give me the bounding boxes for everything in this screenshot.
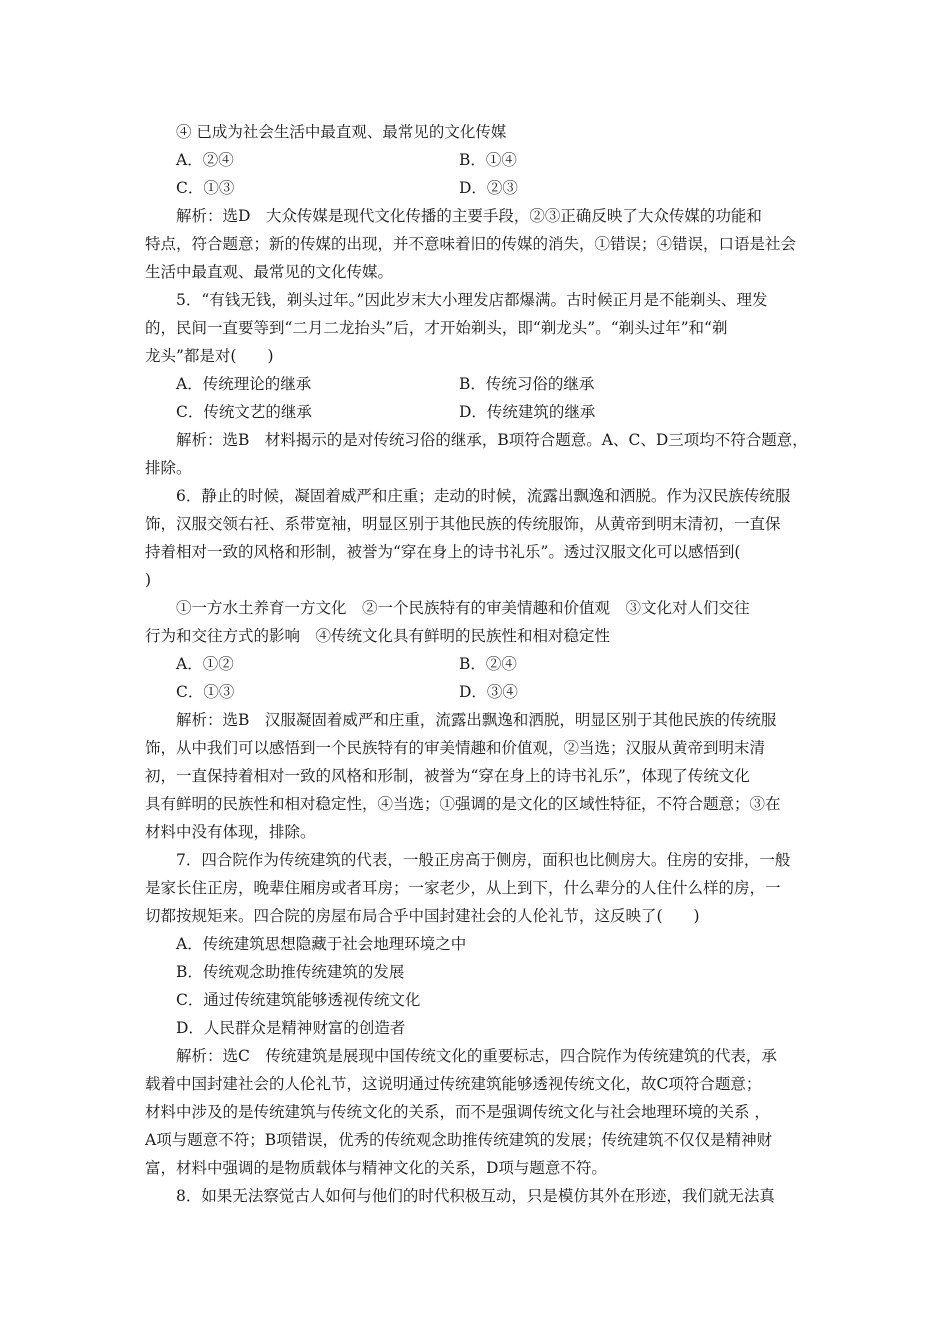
q6-items-line: 行为和交往方式的影响 ④传统文化具有鲜明的民族性和相对稳定性 xyxy=(145,627,611,645)
q5-stem-line: 龙头”都是对( ) xyxy=(145,347,274,365)
q4-analysis-line: 特点，符合题意；新的传媒的出现，并不意味着旧的传媒的消失，①错误；④错误，口语是社会 xyxy=(145,235,797,253)
q5-stem-line: 的，民间一直要等到“二月二龙抬头”后，才开始剃头，即“剃龙头”。“剃头过年”和“剃 xyxy=(145,319,728,337)
q5-stem-line: 5．“有钱无钱，剃头过年。”因此岁末大小理发店都爆满。古时候正月是不能剃头、理发 xyxy=(176,291,768,309)
q6-stem-line: 饰，汉服交领右衽、系带宽袖，明显区别于其他民族的传统服饰，从黄帝到明末清初，一直保 xyxy=(145,515,781,533)
q7-analysis-line: A项与题意不符；B项错误，优秀的传统观念助推传统建筑的发展；传统建筑不仅仅是精神财 xyxy=(145,1131,773,1149)
q4-option-c: C．①③ xyxy=(176,179,235,197)
q5-option-a: A．传统理论的继承 xyxy=(176,375,312,393)
q4-option-d: D．②③ xyxy=(459,179,518,197)
q6-analysis-line: 饰，从中我们可以感悟到一个民族特有的审美情趣和价值观，②当选；汉服从黄帝到明末清 xyxy=(145,739,766,757)
q7-analysis-line: 富，材料中强调的是物质载体与精神文化的关系，D项与题意不符。 xyxy=(145,1159,607,1177)
q6-analysis-line: 具有鲜明的民族性和相对稳定性，④当选；①强调的是文化的区域性特征，不符合题意；③在 xyxy=(145,795,781,813)
q6-analysis-line: 初，一直保持着相对一致的风格和形制，被誉为“穿在身上的诗书礼乐”，体现了传统文化 xyxy=(145,767,750,785)
q4-analysis-line: 生活中最直观、最常见的文化传媒。 xyxy=(145,263,394,281)
q7-analysis-line: 载着中国封建社会的人伦礼节，这说明通过传统建筑能够透视传统文化，故C项符合题意； xyxy=(145,1075,762,1093)
q4-item-4: ④ 已成为社会生活中最直观、最常见的文化传媒 xyxy=(176,123,507,141)
q7-analysis-line: 材料中涉及的是传统建筑与传统文化的关系，而不是强调传统文化与社会地理环境的关系 ， xyxy=(145,1103,770,1121)
q5-option-c: C．传统文艺的继承 xyxy=(176,403,312,421)
q5-analysis-line: 解析：选B 材料揭示的是对传统习俗的继承，B项符合题意。A、C、D三项均不符合题意， xyxy=(176,431,808,449)
q7-stem-line: 切都按规矩来。四合院的房屋布局合乎中国封建社会的人伦礼节，这反映了( ) xyxy=(145,907,700,925)
q7-stem-line: 7．四合院作为传统建筑的代表，一般正房高于侧房，面积也比侧房大。住房的安排，一般 xyxy=(176,851,791,869)
q7-option-a: A．传统建筑思想隐藏于社会地理环境之中 xyxy=(176,935,467,953)
q6-option-a: A．①② xyxy=(176,655,234,673)
q7-option-c: C．通过传统建筑能够透视传统文化 xyxy=(176,991,421,1009)
q6-option-b: B．②④ xyxy=(459,655,517,673)
q6-stem-line: 6．静止的时候，凝固着威严和庄重；走动的时候，流露出飘逸和洒脱。作为汉民族传统服 xyxy=(176,487,791,505)
q6-option-d: D．③④ xyxy=(459,683,518,701)
q4-analysis-line: 解析：选D 大众传媒是现代文化传播的主要手段，②③正确反映了大众传媒的功能和 xyxy=(176,207,762,225)
q7-option-d: D．人民群众是精神财富的创造者 xyxy=(176,1019,406,1037)
q7-option-b: B．传统观念助推传统建筑的发展 xyxy=(176,963,405,981)
q6-option-c: C．①③ xyxy=(176,683,235,701)
q5-analysis-line: 排除。 xyxy=(145,459,192,477)
q4-option-a: A．②④ xyxy=(176,151,234,169)
q6-items-line: ①一方水土养育一方文化 ②一个民族特有的审美情趣和价值观 ③文化对人们交往 xyxy=(176,599,750,617)
q5-option-d: D．传统建筑的继承 xyxy=(459,403,596,421)
q6-analysis-line: 解析：选B 汉服凝固着威严和庄重，流露出飘逸和洒脱，明显区别于其他民族的传统服 xyxy=(176,711,777,729)
q6-stem-line: ) xyxy=(145,571,152,589)
q8-stem-line: 8．如果无法察觉古人如何与他们的时代积极互动，只是模仿其外在形迹，我们就无法真 xyxy=(176,1187,775,1205)
q5-option-b: B．传统习俗的继承 xyxy=(459,375,595,393)
q6-analysis-line: 材料中没有体现，排除。 xyxy=(145,823,316,841)
q6-stem-line: 持着相对一致的风格和形制，被誉为“穿在身上的诗书礼乐”。透过汉服文化可以感悟到( xyxy=(145,543,741,561)
q4-option-b: B．①④ xyxy=(459,151,517,169)
q7-analysis-line: 解析：选C 传统建筑是展现中国传统文化的重要标志，四合院作为传统建筑的代表，承 xyxy=(176,1047,777,1065)
q7-stem-line: 是家长住正房，晚辈住厢房或者耳房；一家老少，从上到下，什么辈分的人住什么样的房，一 xyxy=(145,879,781,897)
